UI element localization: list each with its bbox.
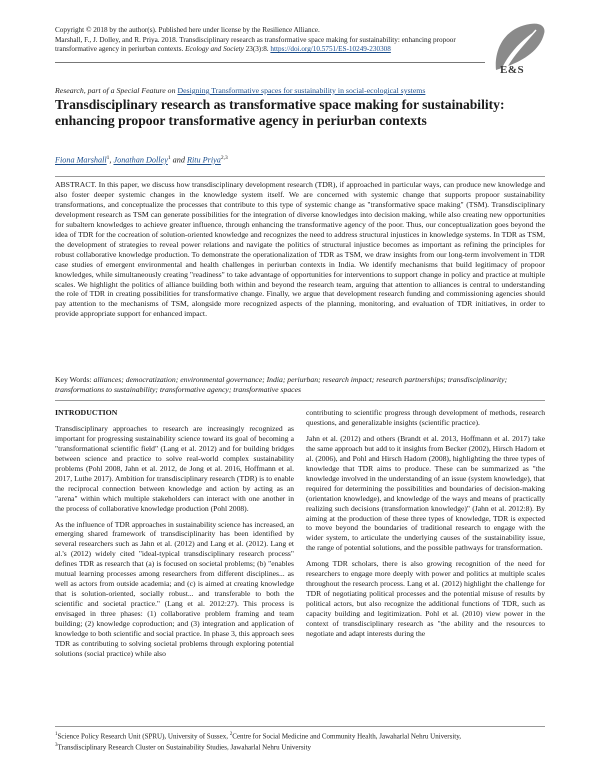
author-affiliation: 1 [106, 155, 110, 161]
body-paragraph: Transdisciplinary approaches to research are increasingly recognized as important for progressing sustainability science toward its goal of becoming a "transformational scientific field" (Lang et al. 2012) and for building bridges between science and practice to solve real-world complex sustainability problems (Pohl 2008, Jahn et al. 2012, de Jong et al. 2016, Hoffmann et al. 2017, Luthe 2017). Ambition for transdisciplinary research (TDR) is to enable the reciprocal connection between knowledge and action by acting as an "arena" within which multiple stakeholders can interact with one another in the process of collaborative knowledge production (Pohl 2008). [55, 423, 294, 513]
citation-header [55, 26, 475, 55]
journal-volume: 23(3):8. [243, 45, 269, 54]
doi-link[interactable]: https://doi.org/10.5751/ES-10249-230308 [270, 45, 391, 54]
abstract-divider [55, 176, 545, 177]
author-affiliation: 2,3 [220, 155, 228, 161]
body-column-right [306, 408, 545, 645]
special-feature-line [55, 86, 545, 95]
copyright-line: Copyright © 2018 by the author(s). Published here under license by the Resilience Alliance. [55, 26, 320, 34]
footnote-marker: 2 [229, 732, 233, 737]
citation-text: Marshall, F., J. Dolley, and R. Priya. 2018. Transdisciplinary research as transformative space making for sustainability: enhancing propoor transformative agency in periurban contexts. [55, 35, 456, 54]
section-heading: INTRODUCTION [55, 408, 118, 417]
journal-name: Ecology and Society [185, 45, 244, 54]
author-link[interactable]: Fiona Marshall [55, 155, 107, 165]
header-divider [55, 62, 485, 63]
keywords-label: Key Words: [55, 375, 94, 384]
article-type: Research [55, 86, 84, 95]
affiliation-footnotes [55, 730, 545, 753]
footnote-text: Centre for Social Medicine and Community Health, Jawaharlal Nehru University, [232, 732, 461, 741]
special-feature-prefix: , part of a Special Feature on [83, 86, 178, 95]
author-link[interactable]: Jonathan Dolley [113, 155, 168, 165]
abstract-text: ABSTRACT. In this paper, we discuss how transdisciplinary development research (TDR), if approached in particular ways, can produce new knowledge and also foster deeper systemic changes in the knowledge system itself. We are concerned with systemic change that supports propoor sustainability transformations, and conceptualize the processes that contribute to this type of systemic change as "transformative space making" (TSM). Transdisciplinary development research as TSM can generate possibilities for the integration of diverse knowledges into decision making, while also creating new opportunities for subaltern knowledges to achieve greater influence, through enhancing the transformative agency of the poor. Thus, our conceptualization goes beyond the idea of TDR for the cocreation of solution-oriented knowledge and recognizes the need to address structural injustices in knowledge systems. In TDR as TSM, the development of strategies to reveal power relations and navigate the politics of structural injustice becomes as important as refining the principles for robust collaborative knowledge production. To demonstrate the operationalization of TDR as TSM, we draw insights from our long-term involvement in TDR case studies of emergent environmental and health challenges in periurban contexts in India. We identify mechanisms that build legitimacy of propoor knowledges, while simultaneously creating "readiness" to take advantage of opportunities for interventions to support change in policy and practice at multiple scales. We highlight the politics of alliance building both within and beyond the research team, arguing that attention to alliances is central to understanding the role of TDR in creating possibilities for transformative change. Finally, we argue that development research funding and commissioning agencies should pay attention to the mechanisms of TSM, alongside more recognized aspects of the planning, monitoring, and evaluation of TDR initiatives, in order to provide appropriate support for enhanced impact. [55, 180, 545, 319]
body-paragraph: As the influence of TDR approaches in sustainability science has increased, an emerging shared framework of transdisciplinarity has been identified by several researchers such as Jahn et al. (2012) and Lang et al. (2012). Lang et al.'s (2012) widely cited "ideal-typical transdisciplinary research process" defines TDR as research that (a) is focused on societal problems; (b) "enables mutual learning processes among researchers from different disciplines... as well as actors from outside academia; and (c) is aimed at creating knowledge that is solution-oriented, socially robust... and transferable to both the scientific and societal practice." (Lang et al. 2012:27). This process is envisaged in three phases: (1) collaborative problem framing and team building; (2) knowledge coproduction; and (3) integration and application of knowledge to both scientific and social practice. In phase 3, this approach sees TDR as contributing to solving societal problems through exploring potential solutions (social practice) while also [55, 519, 294, 658]
author-affiliation: 1 [167, 155, 171, 161]
article-title: Transdisciplinary research as transformative space making for sustainability: enhancing propoor transformative agency in periurban contexts [55, 97, 505, 128]
keywords [55, 375, 545, 395]
footnote-text: Science Policy Research Unit (SPRU), University of Sussex, [57, 732, 230, 741]
footnote-marker: 1 [55, 732, 58, 737]
author-list [55, 155, 228, 165]
footnote-marker: 3 [55, 743, 58, 749]
footnote-text: Transdisciplinary Research Cluster on Sustainability Studies, Jawaharlal Nehru University [57, 743, 311, 752]
body-divider [55, 400, 545, 401]
body-paragraph: contributing to scientific progress through development of methods, research questions, and generalizable insights (scientific practice). [306, 408, 545, 427]
author-link[interactable]: Ritu Priya [186, 155, 221, 165]
body-paragraph: Jahn et al. (2012) and others (Brandt et al. 2013, Hoffmann et al. 2017) take the same approach but add to it insights from Becker (2002), Hirsch Hadorn et al. (2006), and Pohl and Hirsch Hadorn (2008), highlighting the three types of knowledge that TDR aims to produce. These can be summarized as "the knowledge involved in the understanding of an issue (system knowledge), that required for determining the possibilities and boundaries of decision-making (orientation knowledge), and knowledge of the ways and means of practically realizing such decisions (transformation knowledge)" (Jahn et al. 2012:8). By aiming at the production of these three types of knowledge, TDR is expected to move beyond the boundaries of traditional research to engage with the wider system, to articulate the underlying causes of the sustainability issue, the range of potential solutions, and the possible pathways for transformation. [306, 433, 545, 553]
author-separator: , [109, 155, 114, 165]
body-column-left [55, 408, 294, 665]
special-feature-link[interactable]: Designing Transformative spaces for sustainability in social-ecological systems [177, 86, 426, 95]
keywords-list: alliances; democratization; environmental governance; India; periurban; research impact; research partnerships; transdisciplinarity; transformations to sustainability; transformative agency; transformative spaces [55, 375, 508, 394]
body-paragraph: Among TDR scholars, there is also growing recognition of the need for researchers to engage more deeply with power and politics at multiple scales throughout the research process. Lang et al. (2012) highlight the challenge for TDR of negotiating political processes and the potential misuse of results by political actors, but also recognize the additional functions of TDR, such as capacity building and legitimization. Pohl et al. (2010) view power in the context of transdisciplinary research as "the ability and the resources to negotiate and adapt interests during the [306, 559, 545, 639]
author-conjunction: and [170, 155, 187, 165]
citation-line [55, 36, 475, 55]
journal-logo-text: E&S [500, 64, 525, 76]
footnote-divider [55, 726, 545, 727]
